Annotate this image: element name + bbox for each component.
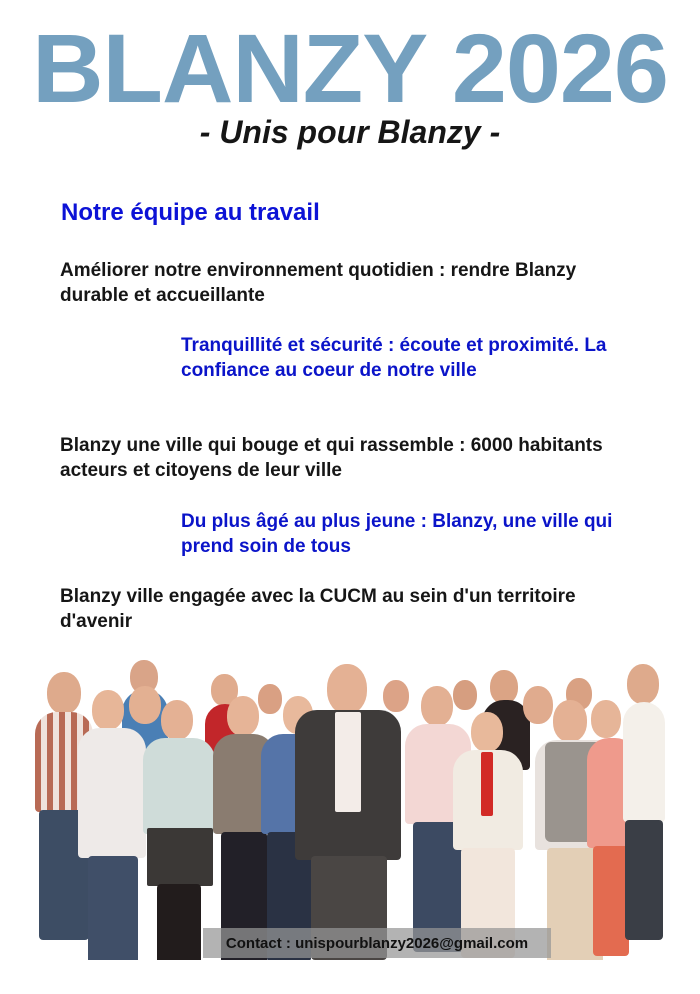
paragraph-security: Tranquillité et sécurité : écoute et proximité. La confiance au coeur de notre ville xyxy=(181,335,607,381)
team-group-photo xyxy=(33,660,665,960)
page-subtitle: - Unis pour Blanzy - xyxy=(199,114,501,150)
paragraph-community: Blanzy une ville qui bouge et qui rassemble : 6000 habitants acteurs et citoyens de leur ville xyxy=(60,435,603,481)
section-heading: Notre équipe au travail xyxy=(61,199,320,226)
page-title: BLANZY 2026 xyxy=(32,14,668,123)
paragraph-environment: Améliorer notre environnement quotidien : rendre Blanzy durable et accueillante xyxy=(60,260,577,306)
contact-email-banner: Contact : unispourblanzy2026@gmail.com xyxy=(203,928,551,958)
paragraph-cucm: Blanzy ville engagée avec la CUCM au sein d'un territoire d'avenir xyxy=(60,586,576,632)
paragraph-generations: Du plus âgé au plus jeune : Blanzy, une ville qui prend soin de tous xyxy=(181,511,613,557)
